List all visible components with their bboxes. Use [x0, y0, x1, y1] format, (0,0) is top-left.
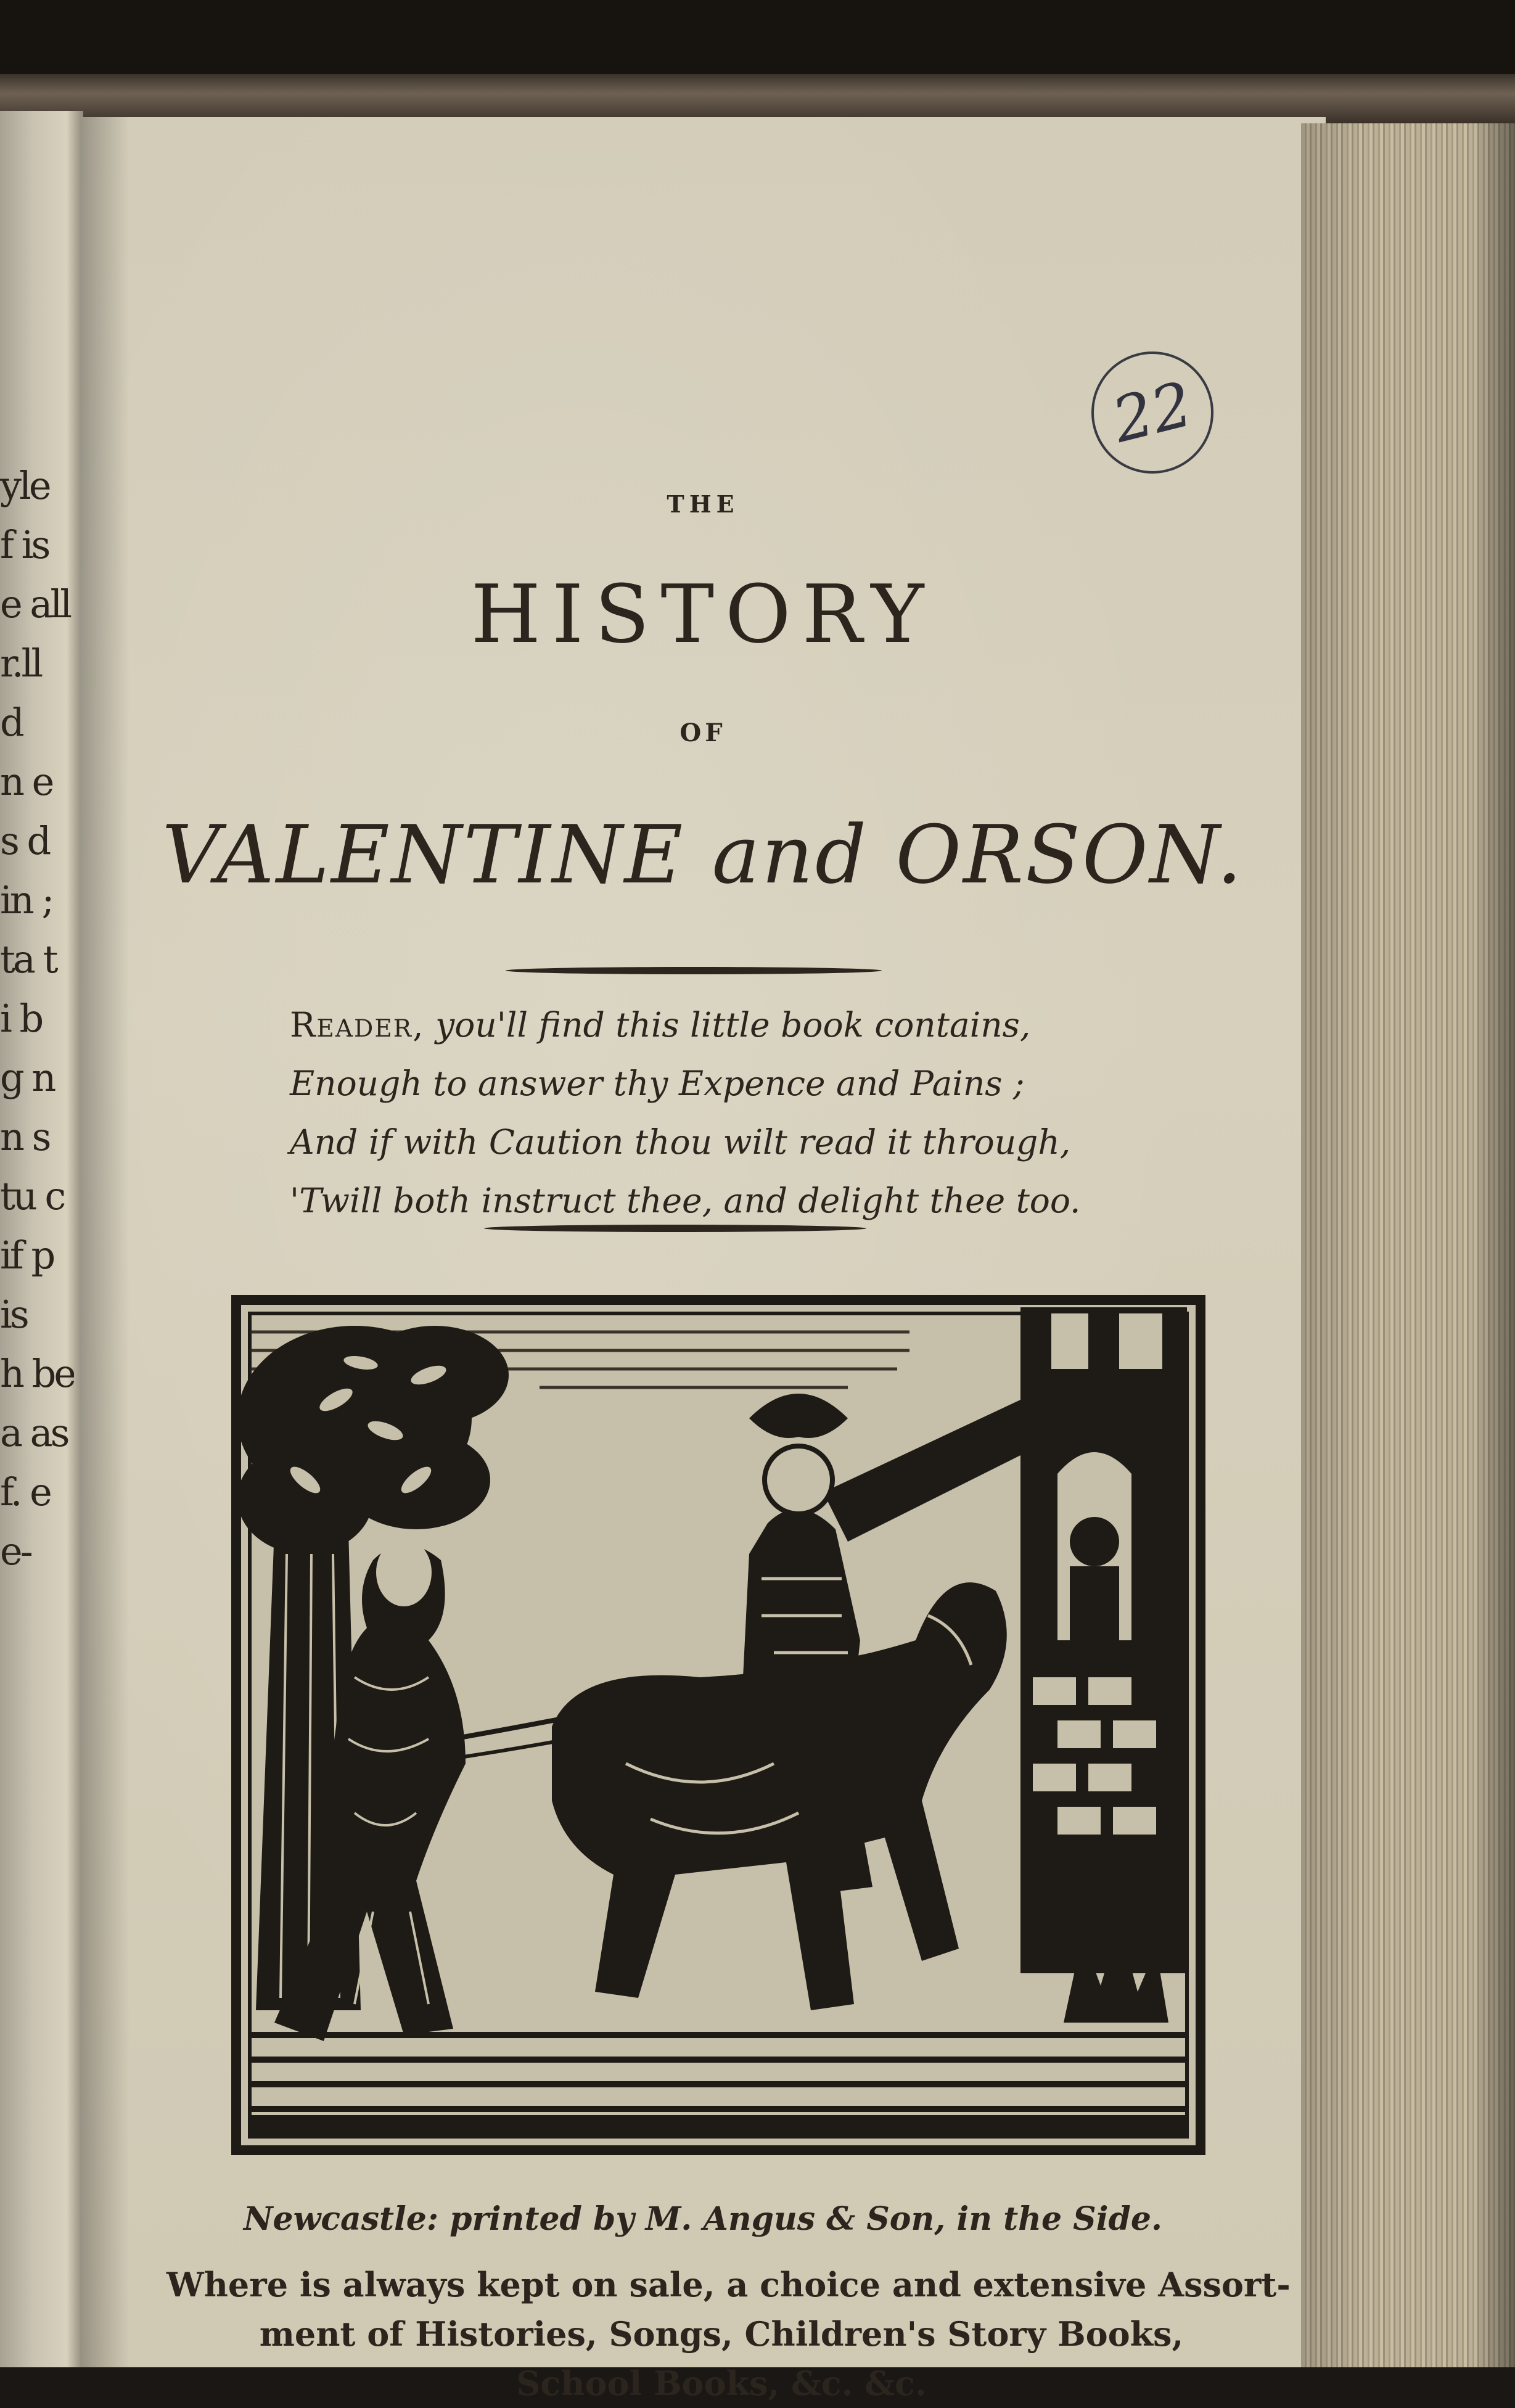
title-the: THE: [667, 490, 739, 518]
background-top: [0, 0, 1515, 86]
verse-line-2: Enough to answer thy Expence and Pains ;: [290, 1064, 1025, 1103]
main-title: VALENTINE and ORSON.: [162, 808, 1244, 902]
fragment-line: i b: [0, 996, 42, 1041]
gutter-shadow: [80, 117, 129, 2367]
woodcut-illustration: [231, 1295, 1205, 2155]
verse-line-1: [290, 996, 1215, 1054]
fragment-line: s d: [0, 818, 49, 863]
fragment-line: in ;: [0, 877, 52, 923]
ad-line-3: School Books, &c. &c.: [516, 2364, 927, 2403]
fragment-line: e all: [0, 581, 70, 627]
fragment-line: tu c: [0, 1173, 64, 1218]
ad-line-1: Where is always kept on sale, a choice and extensive Assort-: [166, 2265, 1291, 2304]
fragment-line: yle: [0, 463, 49, 508]
title-history: HISTORY: [470, 567, 935, 661]
title-page: [80, 117, 1326, 2403]
fragment-line: n e: [0, 759, 52, 804]
fragment-line: ta t: [0, 937, 56, 982]
fragment-line: n s: [0, 1114, 49, 1159]
fragment-line: h be: [0, 1351, 74, 1396]
verse-line-1-text: you'll find this little book contains,: [424, 1005, 1031, 1045]
page-block-shadow: [1301, 123, 1515, 2367]
fragment-line: d: [0, 700, 22, 745]
verse-line-4: 'Twill both instruct thee, and delight thee too.: [290, 1181, 1081, 1220]
fragment-line: e-: [0, 1529, 31, 1574]
fragment-line: r.ll: [0, 641, 41, 686]
printer-imprint: Newcastle: printed by M. Angus & Son, in the Side.: [243, 2200, 1163, 2238]
verse-first-word: Reader,: [290, 1005, 425, 1045]
book-headband: [0, 74, 1515, 123]
bookseller-advertisement: [166, 2260, 1291, 2408]
fragment-line: f. e: [0, 1469, 50, 1514]
verse-line-3: And if with Caution thou wilt read it through,: [290, 1122, 1071, 1162]
ornamental-rule-bottom: [484, 1225, 866, 1232]
epigraph-verse: [290, 996, 1215, 1230]
facing-page-text: [0, 456, 74, 1581]
fragment-line: a as: [0, 1410, 68, 1455]
pencil-annotation: 22: [1078, 339, 1226, 487]
fragment-line: g n: [0, 1055, 54, 1100]
fragment-line: f is: [0, 522, 49, 567]
fragment-line: is: [0, 1292, 27, 1337]
title-of: OF: [679, 718, 726, 747]
ad-line-2: ment of Histories, Songs, Children's Story Books,: [259, 2314, 1184, 2354]
ornamental-rule-top: [506, 967, 882, 974]
facing-page: [0, 111, 83, 2367]
fragment-line: if p: [0, 1233, 54, 1278]
